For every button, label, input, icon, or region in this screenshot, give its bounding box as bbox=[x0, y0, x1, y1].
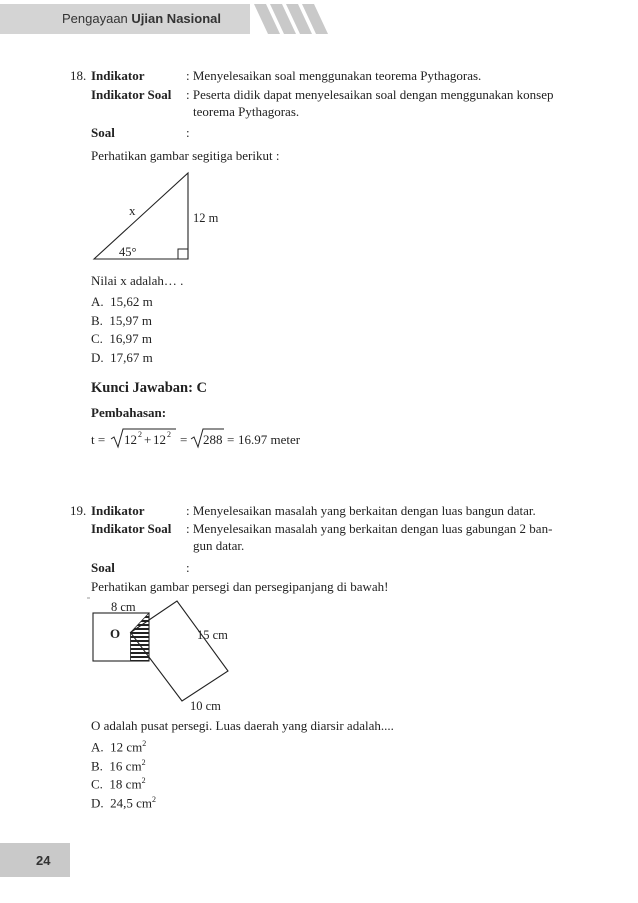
header-title: Ujian Nasional bbox=[131, 11, 221, 26]
q18-kunci-jawaban: Kunci Jawaban: C bbox=[91, 380, 208, 396]
formula-lhs: t = bbox=[91, 432, 106, 447]
option-letter: A. bbox=[91, 739, 104, 755]
q18-indikator-soal-line2: teorema Pythagoras. bbox=[193, 104, 300, 119]
option-text: 16 cm bbox=[109, 758, 142, 774]
formula-exp1: 2 bbox=[138, 430, 142, 439]
q19-square-rectangle-figure bbox=[85, 596, 245, 714]
option-text: 18 cm bbox=[109, 776, 142, 792]
q19-option-d bbox=[91, 795, 156, 811]
q18-option-b bbox=[91, 313, 152, 329]
q19-prompt: Perhatikan gambar persegi dan persegipanjang di bawah! bbox=[91, 579, 389, 594]
q18-option-d bbox=[91, 350, 153, 366]
option-exponent: 2 bbox=[141, 776, 146, 785]
page-number: 24 bbox=[36, 853, 51, 868]
q18-indikator-label: Indikator bbox=[91, 68, 145, 83]
q18-indikator-soal-line1: : Peserta didik dapat menyelesaikan soal dengan menggunakan konsep bbox=[186, 87, 554, 102]
header-stripes bbox=[240, 4, 340, 34]
q19-fig-bottom: 10 cm bbox=[190, 699, 221, 713]
q18-pembahasan-label: Pembahasan: bbox=[91, 405, 167, 420]
q19-fig-o: O bbox=[110, 626, 121, 641]
q19-option-c bbox=[91, 776, 146, 792]
q18-option-c bbox=[91, 331, 152, 347]
q19-indikator-soal-line2: gun datar. bbox=[193, 538, 245, 553]
running-header bbox=[62, 11, 221, 26]
q18-soal-label: Soal bbox=[91, 125, 115, 140]
option-letter: B. bbox=[91, 758, 103, 774]
formula-exp2: 2 bbox=[167, 430, 171, 439]
formula-base2: 12 bbox=[153, 432, 166, 447]
option-letter: D. bbox=[91, 350, 104, 365]
option-letter: C. bbox=[91, 776, 103, 792]
q19-fig-top: 8 cm bbox=[111, 600, 136, 614]
option-text: 15,62 m bbox=[110, 294, 153, 309]
q18-triangle-figure bbox=[85, 168, 245, 268]
formula-base1: 12 bbox=[124, 432, 137, 447]
option-text: 16,97 m bbox=[109, 331, 153, 346]
q18-indikator-text: : Menyelesaikan soal menggunakan teorema Pythagoras. bbox=[186, 68, 482, 83]
q19-fig-side: 15 cm bbox=[197, 628, 228, 642]
q18-indikator-soal-label: Indikator Soal bbox=[91, 87, 172, 102]
formula-result: 16.97 meter bbox=[238, 432, 301, 447]
option-text: 12 cm bbox=[110, 739, 143, 755]
option-text: 15,97 m bbox=[109, 313, 153, 328]
option-text: 17,67 m bbox=[110, 350, 153, 365]
option-letter: A. bbox=[91, 294, 104, 309]
q19-indikator-text: : Menyelesaikan masalah yang berkaitan dengan luas bangun datar. bbox=[186, 503, 536, 518]
formula-eq2: = bbox=[227, 432, 235, 447]
q18-fig-height: 12 m bbox=[193, 211, 219, 225]
page-number-box bbox=[0, 843, 70, 877]
q18-fig-angle: 45° bbox=[119, 245, 137, 259]
q18-number: 18. bbox=[70, 68, 87, 83]
option-letter: C. bbox=[91, 331, 103, 346]
formula-eq1: = bbox=[180, 432, 188, 447]
q18-question: Nilai x adalah… . bbox=[91, 273, 184, 288]
option-text: 24,5 cm bbox=[110, 795, 153, 811]
q19-number: 19. bbox=[70, 503, 87, 518]
q18-formula bbox=[88, 424, 328, 454]
option-letter: B. bbox=[91, 313, 103, 328]
q19-indikator-soal-label: Indikator Soal bbox=[91, 521, 172, 536]
q19-option-b bbox=[91, 758, 146, 774]
option-exponent: 2 bbox=[141, 758, 146, 767]
q19-soal-colon: : bbox=[186, 560, 190, 575]
q19-indikator-soal-line1: : Menyelesaikan masalah yang berkaitan dengan luas gabungan 2 ban- bbox=[186, 521, 553, 536]
q19-soal-label: Soal bbox=[91, 560, 115, 575]
q19-question: O adalah pusat persegi. Luas daerah yang diarsir adalah.... bbox=[91, 718, 394, 733]
q18-soal-colon: : bbox=[186, 125, 190, 140]
q19-option-a bbox=[91, 739, 146, 755]
option-exponent: 2 bbox=[152, 795, 157, 804]
formula-plus: + bbox=[144, 432, 152, 447]
option-letter: D. bbox=[91, 795, 104, 811]
q19-indikator-label: Indikator bbox=[91, 503, 145, 518]
formula-rad2: 288 bbox=[203, 432, 223, 447]
header-prefix: Pengayaan bbox=[62, 11, 128, 26]
q18-fig-x: x bbox=[129, 203, 136, 218]
q18-prompt: Perhatikan gambar segitiga berikut : bbox=[91, 148, 280, 163]
option-exponent: 2 bbox=[142, 739, 147, 748]
q18-option-a bbox=[91, 294, 153, 310]
